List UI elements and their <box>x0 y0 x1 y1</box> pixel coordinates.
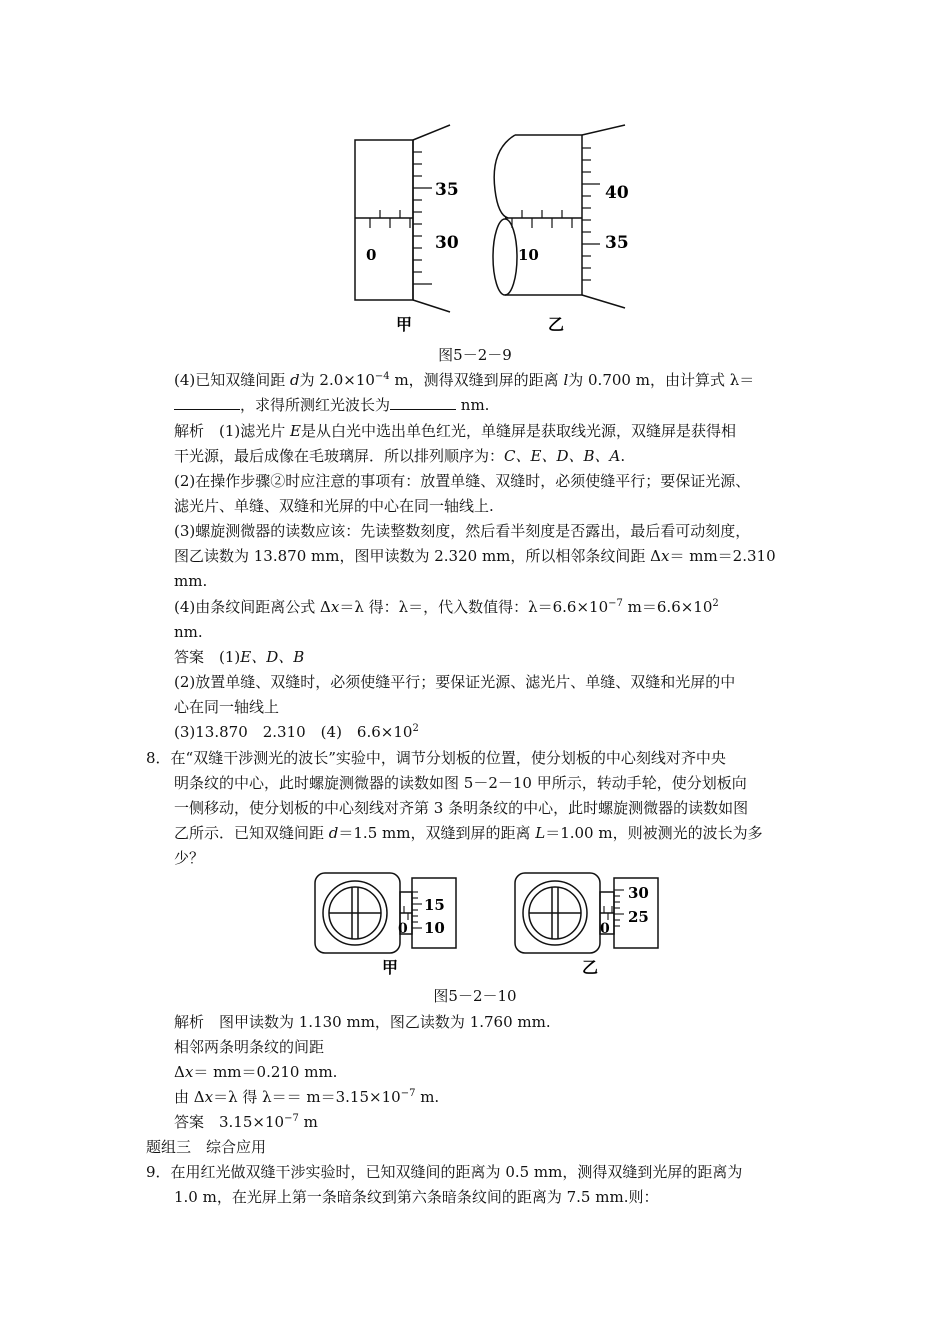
jia-label: 甲 <box>396 315 413 334</box>
analysis7-p3-line2: 图乙读数为 13.870 mm，图甲读数为 2.320 mm，所以相邻条纹间距 Δx＝ mm＝2.310 <box>174 547 776 565</box>
jia-big-bottom: 30 <box>435 233 459 253</box>
analysis8-line4: 由 Δx＝λ 得 $\lambda== m=3.15\times 10^{-7}$ m. <box>174 1088 440 1106</box>
q9-line1: 9．在用红光做双缝干涉实验时，已知双缝间的距离为 0.5 mm，测得双缝到光屏的距离为 <box>146 1163 743 1181</box>
answer7-line2: (2)放置单缝、双缝时，必须使缝平行；要保证光源、滤光片、单缝、双缝和光屏的中 <box>174 673 736 691</box>
group3-heading: 题组三 综合应用 <box>146 1138 267 1156</box>
blank-formula[interactable] <box>174 395 240 410</box>
answer7-line3: 心在同一轴线上 <box>174 698 280 716</box>
q9-line2: 1.0 m，在光屏上第一条暗条纹到第六条暗条纹间的距离为 7.5 mm.则： <box>174 1188 659 1206</box>
analysis8-line2: 相邻两条明条纹的间距 <box>174 1038 325 1056</box>
jia-label: 甲 <box>382 958 399 977</box>
micrometer-figure-5-2-10 <box>310 870 670 980</box>
analysis8-line3: Δx＝ mm＝0.210 mm. <box>174 1063 338 1081</box>
q8-line3: 一侧移动，使分划板的中心刻线对齐第 3 条明条纹的中心，此时螺旋测微器的读数如图 <box>174 799 749 817</box>
jia-zero: 0 <box>398 921 408 937</box>
figure-caption-5-2-10: 图5－2－10 <box>433 987 517 1005</box>
yi-big-top: 40 <box>605 183 629 203</box>
yi-small: 10 <box>518 246 539 264</box>
analysis7-p3-line3: mm. <box>174 572 208 590</box>
yi-label: 乙 <box>548 315 565 334</box>
q7-part4-line2: ，求得所测红光波长为 nm. <box>174 395 489 415</box>
figure-caption-5-2-9: 图5－2－9 <box>438 346 512 364</box>
analysis7-p4-line2: nm. <box>174 623 203 641</box>
yi-bottom: 25 <box>628 908 649 926</box>
analysis7-p1-line1: 解析 (1)滤光片 E是从白光中选出单色红光，单缝屏是获取线光源，双缝屏是获得相 <box>174 422 736 440</box>
analysis7-p2-line1: (2)在操作步骤②时应注意的事项有：放置单缝、双缝时，必须使缝平行；要保证光源、 <box>174 472 751 490</box>
q8-line5: 少？ <box>174 849 205 867</box>
micrometer-figure-5-2-9 <box>340 120 640 335</box>
blank-wavelength[interactable] <box>390 395 456 410</box>
analysis8-line1: 解析 图甲读数为 1.130 mm，图乙读数为 1.760 mm. <box>174 1013 551 1031</box>
yi-big-bottom: 35 <box>605 233 629 253</box>
jia-top: 15 <box>424 896 445 914</box>
q8-line2: 明条纹的中心，此时螺旋测微器的读数如图 5－2－10 甲所示，转动手轮，使分划板向 <box>174 774 747 792</box>
micrometer-jia <box>355 125 450 312</box>
q8-line1: 8．在“双缝干涉测光的波长”实验中，调节分划板的位置，使分划板的中心刻线对齐中央 <box>146 749 726 767</box>
jia-big-top: 35 <box>435 180 459 200</box>
analysis7-p2-line2: 滤光片、单缝、双缝和光屏的中心在同一轴线上. <box>174 497 494 515</box>
answer8: 答案 $3.15\times 10^{-7}$ m <box>174 1113 318 1131</box>
q8-line4: 乙所示．已知双缝间距 d＝1.5 mm，双缝到屏的距离 L＝1.00 m，则被测光的波长为多 <box>174 824 763 842</box>
analysis7-p1-line2: 干光源，最后成像在毛玻璃屏．所以排列顺序为：C、E、D、B、A. <box>174 447 626 465</box>
yi-label: 乙 <box>582 958 599 977</box>
jia-small: 0 <box>366 246 377 264</box>
micrometer-yi <box>493 125 625 308</box>
jia-bottom: 10 <box>424 919 445 937</box>
answer7-line1: 答案 (1)E、D、B <box>174 648 305 666</box>
yi-zero: 0 <box>600 921 610 937</box>
yi-top: 30 <box>628 884 649 902</box>
analysis7-p4-line1: (4)由条纹间距离公式 Δx＝λ 得：λ＝，代入数值得：$\lambda=6.6\times 10^{-7}$ $m=6.6\times 10^2$ <box>174 598 719 616</box>
q7-part4-line1: (4)已知双缝间距 d为 $2.0\times 10^{-4}$ m，测得双缝到屏的距离 l为 0.700 m，由计算式 λ＝ <box>174 371 755 389</box>
answer7-line4: (3)13.870 2.310 (4) $6.6\times 10^2$ <box>174 723 419 741</box>
analysis7-p3-line1: (3)螺旋测微器的读数应该：先读整数刻度，然后看半刻度是否露出，最后看可动刻度， <box>174 522 751 540</box>
